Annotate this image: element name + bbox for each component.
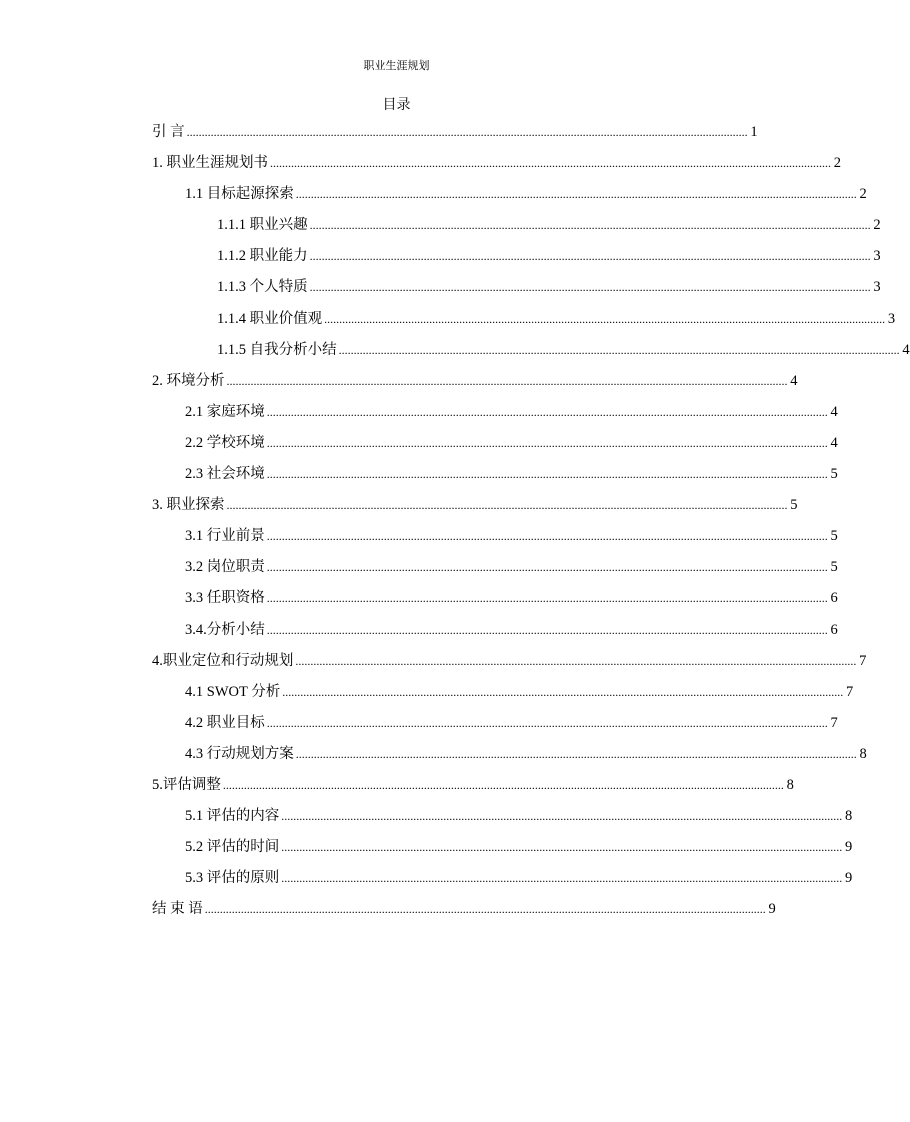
toc-dot-leader: ........................................................................................................................................................................................... <box>309 280 871 295</box>
toc-entry-page-number: 3 <box>887 310 896 327</box>
toc-dot-leader: ........................................................................................................................................................................................... <box>266 715 828 730</box>
toc-entry[interactable] <box>152 898 776 929</box>
toc-entry[interactable] <box>152 587 838 618</box>
toc-entry-label: 5.3 评估的原则 <box>185 870 280 887</box>
toc-entry-label: 1.1.3 个人特质 <box>217 279 308 296</box>
toc-dot-leader: ........................................................................................................................................................................................... <box>295 653 857 668</box>
toc-entry-label: 2.1 家庭环境 <box>185 403 265 420</box>
toc-entry[interactable] <box>152 121 758 152</box>
toc-entry-page-number: 7 <box>845 683 854 700</box>
toc-entry[interactable] <box>152 681 854 712</box>
toc-entry-page-number: 7 <box>830 714 838 731</box>
toc-entry-label: 5.2 评估的时间 <box>185 839 280 856</box>
toc-dot-leader: ........................................................................................................................................................................................... <box>266 404 828 419</box>
toc-entry[interactable] <box>152 276 881 307</box>
toc-entry-page-number: 4 <box>830 403 838 420</box>
toc-entry-label: 引 言 <box>152 124 185 140</box>
toc-dot-leader: ........................................................................................................................................................................................... <box>204 902 766 917</box>
toc-entry[interactable] <box>152 432 838 463</box>
toc-entry-label: 2.2 学校环境 <box>185 434 265 451</box>
toc-entry[interactable] <box>152 339 910 370</box>
toc-entry-label: 结 束 语 <box>152 901 203 918</box>
toc-entry-page-number: 6 <box>830 621 838 638</box>
toc-entry-label: 5.1 评估的内容 <box>185 808 280 825</box>
toc-entry-page-number: 8 <box>859 745 867 762</box>
toc-entry[interactable] <box>152 152 841 183</box>
toc-entry-label: 4.3 行动规划方案 <box>185 745 294 762</box>
toc-entry-page-number: 5 <box>830 528 838 545</box>
toc-dot-leader: ........................................................................................................................................................................................... <box>266 622 828 637</box>
toc-entry-page-number: 4 <box>790 372 798 389</box>
toc-entry-label: 1.1 目标起源探索 <box>185 186 294 203</box>
toc-dot-leader: ........................................................................................................................................................................................... <box>338 342 900 357</box>
toc-entry[interactable] <box>152 712 838 743</box>
toc-dot-leader: ........................................................................................................................................................................................... <box>226 373 788 388</box>
toc-entry[interactable] <box>152 525 838 556</box>
toc-entry[interactable] <box>152 370 798 401</box>
toc-dot-leader: ........................................................................................................................................................................................... <box>281 871 843 886</box>
toc-entry-label: 2.3 社会环境 <box>185 466 265 483</box>
toc-entry[interactable] <box>152 805 853 836</box>
toc-entry-label: 3.1 行业前景 <box>185 528 265 545</box>
toc-entry[interactable] <box>152 214 881 245</box>
toc-entry-label: 1.1.2 职业能力 <box>217 248 308 265</box>
toc-dot-leader: ........................................................................................................................................................................................... <box>324 311 886 326</box>
table-of-contents <box>152 121 910 929</box>
toc-dot-leader: ........................................................................................................................................................................................... <box>295 746 857 761</box>
toc-dot-leader: ........................................................................................................................................................................................... <box>295 187 857 202</box>
toc-entry-page-number: 2 <box>873 217 881 234</box>
toc-entry[interactable] <box>152 494 798 525</box>
toc-dot-leader: ........................................................................................................................................................................................... <box>266 591 828 606</box>
toc-entry-label: 4.2 职业目标 <box>185 714 265 731</box>
toc-entry-page-number: 5 <box>790 497 798 514</box>
toc-entry-label: 1.1.1 职业兴趣 <box>217 217 308 234</box>
toc-entry[interactable] <box>152 743 867 774</box>
toc-entry-label: 1. 职业生涯规划书 <box>152 155 268 172</box>
toc-entry[interactable] <box>152 619 838 650</box>
toc-dot-leader: ........................................................................................................................................................................................... <box>281 840 843 855</box>
toc-entry[interactable] <box>152 836 853 867</box>
toc-entry-label: 1.1.4 职业价值观 <box>217 310 323 327</box>
toc-entry[interactable] <box>152 401 838 432</box>
toc-dot-leader: ........................................................................................................................................................................................... <box>266 529 828 544</box>
toc-entry-page-number: 1 <box>750 124 758 140</box>
toc-entry-page-number: 8 <box>786 776 794 793</box>
toc-entry[interactable] <box>152 650 867 681</box>
toc-dot-leader: ........................................................................................................................................................................................... <box>226 498 788 513</box>
toc-entry[interactable] <box>152 556 838 587</box>
toc-entry-page-number: 9 <box>845 839 853 856</box>
toc-dot-leader: ........................................................................................................................................................................................... <box>222 777 784 792</box>
toc-dot-leader: ........................................................................................................................................................................................... <box>270 156 831 171</box>
toc-entry[interactable] <box>152 308 896 339</box>
toc-entry-page-number: 5 <box>830 559 838 576</box>
toc-entry-label: 3.3 任职资格 <box>185 590 265 607</box>
toc-entry-page-number: 4 <box>902 341 910 358</box>
toc-dot-leader: ........................................................................................................................................................................................... <box>186 125 748 139</box>
toc-entry-label: 4.职业定位和行动规划 <box>152 652 294 669</box>
toc-entry-page-number: 3 <box>873 279 881 296</box>
toc-entry-page-number: 2 <box>859 186 867 203</box>
toc-entry-label: 5.评估调整 <box>152 776 221 793</box>
toc-dot-leader: ........................................................................................................................................................................................... <box>266 435 828 450</box>
toc-entry-page-number: 8 <box>845 808 853 825</box>
toc-entry-label: 3.2 岗位职责 <box>185 559 265 576</box>
toc-entry-page-number: 3 <box>873 248 881 265</box>
toc-entry[interactable] <box>152 183 867 214</box>
toc-entry-page-number: 4 <box>830 434 838 451</box>
toc-entry-label: 3. 职业探索 <box>152 497 225 514</box>
toc-dot-leader: ........................................................................................................................................................................................... <box>309 218 871 233</box>
toc-title: 目录 <box>382 98 411 113</box>
toc-dot-leader: ........................................................................................................................................................................................... <box>266 560 828 575</box>
toc-entry-page-number: 6 <box>830 590 838 607</box>
toc-entry-page-number: 2 <box>833 155 841 172</box>
toc-entry-label: 3.4.分析小结 <box>185 621 265 638</box>
toc-entry-label: 4.1 SWOT 分析 <box>185 683 281 700</box>
toc-dot-leader: ........................................................................................................................................................................................... <box>266 467 828 482</box>
toc-entry-label: 1.1.5 自我分析小结 <box>217 341 337 358</box>
toc-entry[interactable] <box>152 245 881 276</box>
toc-dot-leader: ........................................................................................................................................................................................... <box>309 249 871 264</box>
toc-entry[interactable] <box>152 463 838 494</box>
toc-dot-leader: ........................................................................................................................................................................................... <box>282 684 844 699</box>
toc-entry[interactable] <box>152 774 794 805</box>
running-header: 职业生涯规划 <box>363 60 430 72</box>
toc-entry[interactable] <box>152 867 853 898</box>
toc-entry-page-number: 7 <box>859 652 867 669</box>
toc-entry-page-number: 9 <box>845 870 853 887</box>
toc-dot-leader: ........................................................................................................................................................................................... <box>281 809 843 824</box>
toc-entry-page-number: 9 <box>768 901 776 918</box>
toc-entry-label: 2. 环境分析 <box>152 372 225 389</box>
toc-entry-page-number: 5 <box>830 466 838 483</box>
